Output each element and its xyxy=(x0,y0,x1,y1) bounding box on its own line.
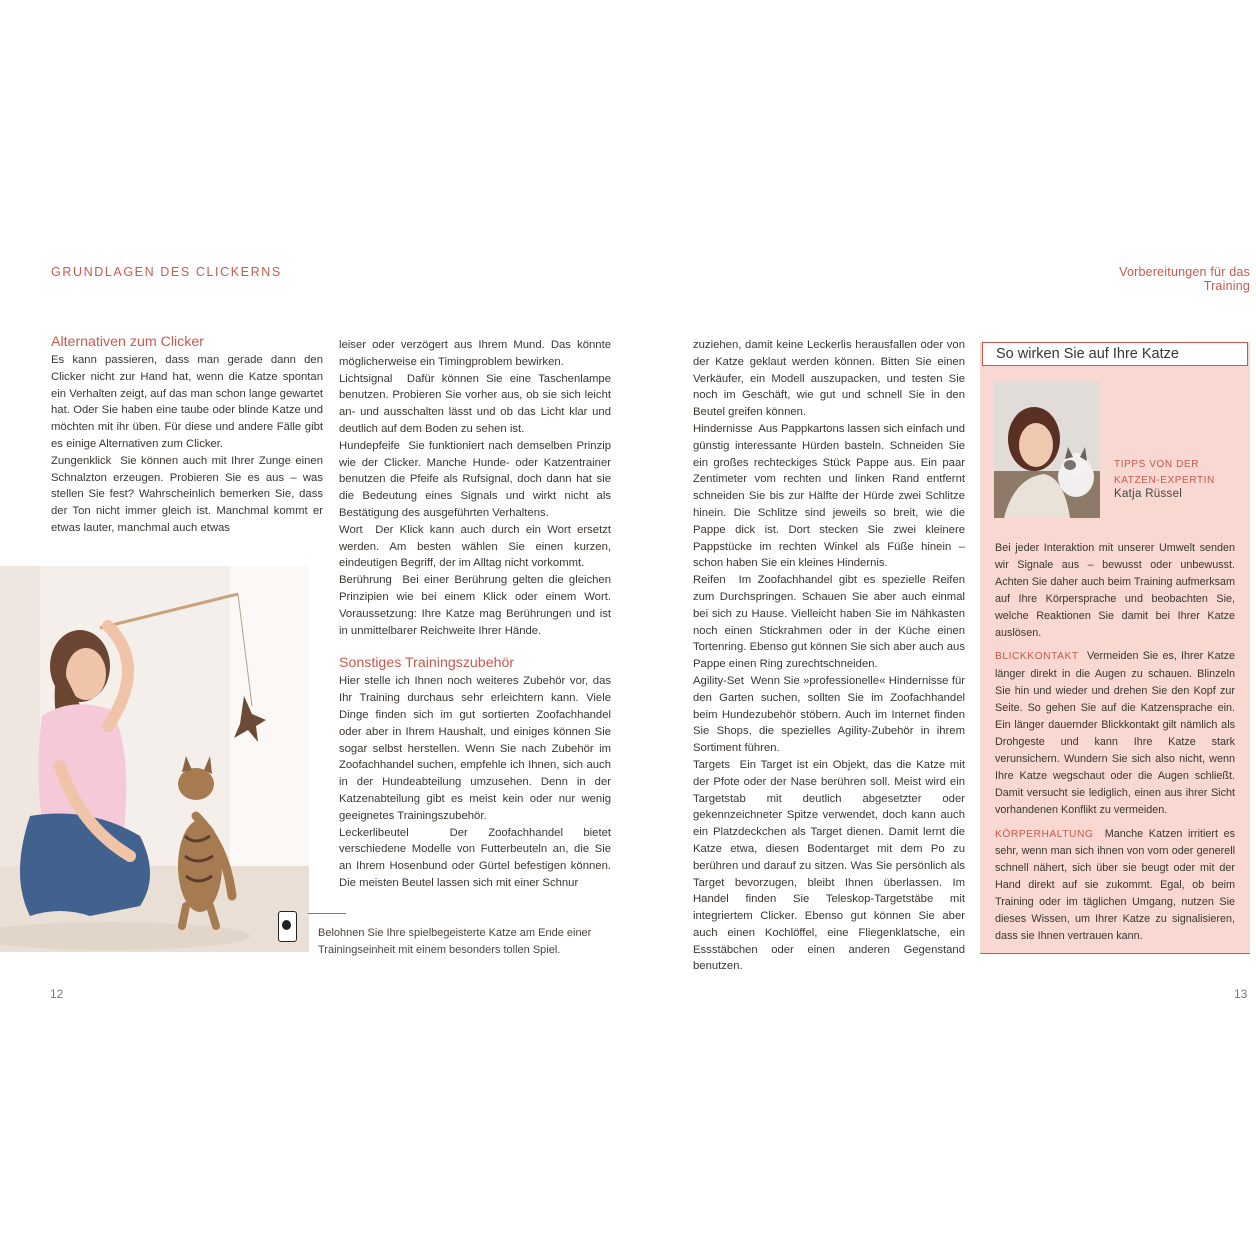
paragraph: Reifen Im Zoofachhandel gibt es spezielle Reifen zum Durchspringen. Schauen Sie aber auch einmal bei sich zu Hause. Vielleicht haben Sie im Nähkasten noch einen Stickrahmen oder in der Küche einen Tortenring. Ebenso gut können Sie sich aber auch aus Pappe einen Ring zurechtschneiden. xyxy=(693,574,966,671)
paragraph: Bei jeder Interaktion mit unserer Umwelt senden wir Signale aus – bewusst oder unbewusst. Achten Sie daher auch beim Training aufmerksam auf Ihre Körpersprache und beobachten Sie, welche Reaktionen Sie damit bei Ihrer Katze auslösen. xyxy=(995,542,1235,639)
column-3 xyxy=(693,337,965,975)
running-head-right: Vorbereitungen für das Training xyxy=(1119,265,1250,293)
paragraph: Zungenklick Sie können auch mit Ihrer Zunge einen Schnalzton erzeugen. Probieren Sie es aus – was stellen Sie fest? Wahrscheinlich bemerken Sie, dass der Ton nicht immer gleich ist. Manchmal kommt er etwas lauter, manchmal auch etwas xyxy=(51,454,323,534)
term-zungenklick: Zungenklick xyxy=(51,454,112,467)
paragraph: Hier stelle ich Ihnen noch weiteres Zubehör vor, das Ihr Training durchaus sehr erleichtern kann. Viele Dinge finden sich im gut sortierten Zoofachhandel oder aber in Ihrem Haushalt, und einiges können Sie sogar selbst herstellen. Wenn Sie nach Zubehör im Zoofachhandel suchen, empfehle ich Ihnen, sich auch in der Hundeabteilung umzusehen. Denn in der Katzenabteilung gibt es meist kein oder nur wenig geeignetes Trainingszubehör. xyxy=(339,675,611,822)
paragraph: zuziehen, damit keine Leckerlis herausfallen oder von der Katze geklaut werden können. Bitten Sie einen Verkäufer, ein Modell auszupacken, und testen Sie noch im Geschäft, wie gut und schnell Sie in den Beutel greifen können. xyxy=(693,339,965,419)
column-2 xyxy=(339,337,611,892)
page-number-right: 13 xyxy=(1234,987,1248,1001)
paragraph: KÖRPERHALTUNG Manche Katzen irritiert es sehr, wenn man sich ihnen von vorn oder generell schnell nähert, sich über sie beugt oder mit der Hand direkt auf sie zukommt. Egal, ob beim Training oder im täglichen Umgang, nutzen Sie dieses Wissen, um Ihrer Katze zu signalisieren, dass sie Ihnen vertrauen kann. xyxy=(995,827,1236,942)
term-agility-set: Agility-Set xyxy=(693,674,744,687)
photo-girl-with-cat xyxy=(0,566,309,952)
caption-rule xyxy=(308,913,346,914)
paragraph: BLICKKONTAKT Vermeiden Sie es, Ihrer Katze länger direkt in die Augen zu schauen. Blinzeln Sie hin und wieder und drehen Sie den Kopf zur Seite. So gehen Sie auf die Katzensprache ein. Ein länger dauernder Blickkontakt gilt nämlich als Drohgeste und kann Ihre Katze stark verunsichern. Wundern Sie sich also nicht, wenn Ihre Katze wegschaut oder die Augen schließt. Damit versucht sie lediglich, einen aus ihrer Sicht vorhandenen Konflikt zu vermeiden. xyxy=(995,650,1235,816)
photo-caption: Belohnen Sie Ihre spielbegeisterte Katze am Ende einer Trainingseinheit mit einem besonders tollen Spiel. xyxy=(318,927,592,956)
paragraph: Hundepfeife Sie funktioniert nach demselben Prinzip wie der Clicker. Manche Hunde- oder Katzentrainer benutzen die Pfeife als Rufsignal, doch dann hat sie die Bedeutung eines Signals und wirkt nicht als Bestätigung des ausgeführten Verhaltens. xyxy=(339,439,612,519)
expert-name: Katja Rüssel xyxy=(1114,488,1183,500)
term-beruehrung: Berührung xyxy=(339,574,392,587)
paragraph: Wort Der Klick kann auch durch ein Wort ersetzt werden. Am besten wählen Sie einen kurzen, eindeutigen Begriff, der im Alltag nicht vorkommt. xyxy=(339,523,611,570)
paragraph: Agility-Set Wenn Sie »professionelle« Hindernisse für den Garten suchen, sollten Sie im Zoofachhandel beim Hundezubehör stöbern. Auch im Internet finden Sie Shops, die spezielles Agility-Zubehör in ihrem Sortiment führen. xyxy=(693,674,966,755)
running-head-left: GRUNDLAGEN DES CLICKERNS xyxy=(51,265,282,279)
tip-box-title: So wirken Sie auf Ihre Katze xyxy=(982,342,1248,366)
term-koerperhaltung: KÖRPERHALTUNG xyxy=(995,828,1094,840)
paragraph: Hindernisse Aus Pappkartons lassen sich einfach und günstig interessante Hürden basteln. Schneiden Sie ein großes rechteckiges Stück Pappe aus. Ein paar Zentimeter vom rechten und linken Rand entfernt schneiden Sie bis zur Hälfte der Hürde zwei Schlitze hinein. Die Schlitze sind jeweils so breit, wie die Pappe dick ist. Dort stecken Sie zwei kleinere Pappstücke im rechten Winkel als Füße hinein – schon haben Sie ein kleines Hindernis. xyxy=(693,422,965,570)
term-lichtsignal: Lichtsignal xyxy=(339,372,393,385)
section-heading-zubehoer: Sonstiges Trainingszubehör xyxy=(339,655,515,672)
term-wort: Wort xyxy=(339,523,363,536)
term-blickkontakt: BLICKKONTAKT xyxy=(995,651,1079,663)
paragraph: Lichtsignal Dafür können Sie eine Taschenlampe benutzen. Probieren Sie vorher aus, ob sie sich leicht an- und ausschalten lässt und ob das Licht klar und deutlich auf dem Boden zu sehen ist. xyxy=(339,372,611,435)
paragraph: leiser oder verzögert aus Ihrem Mund. Das könnte möglicherweise ein Timingproblem bewirken. xyxy=(339,339,611,368)
page-number-left: 12 xyxy=(50,987,64,1001)
term-hindernisse: Hindernisse xyxy=(693,422,753,435)
term-leckerlibeutel: Leckerlibeutel xyxy=(339,826,409,839)
section-heading-alternativen: Alternativen zum Clicker xyxy=(51,334,204,350)
paragraph: Targets Ein Target ist ein Objekt, das die Katze mit der Pfote oder der Nase berühren soll. Meist wird ein Targetstab mit deutlich abgesetzter oder gekennzeichneter Spitze verwendet, doch kann auch ein Platzdeckchen als Target dienen. Damit lernt die Katze etwa, diesen Bodentarget mit dem Po zu berühren und darauf zu sitzen. Was Sie persönlich als Target bevorzugen, bleibt Ihnen überlassen. Im Handel finden Sie Teleskop-Targetstäbe mit integriertem Clicker. Ebenso gut können Sie aber auch einen Kochlöffel, eine Fliegenklatsche, ein Essstäbchen oder einen anderen Gegenstand benutzen. xyxy=(693,758,965,973)
term-reifen: Reifen xyxy=(693,574,726,587)
paragraph: Es kann passieren, dass man gerade dann den Clicker nicht zur Hand hat, wenn die Katze spontan ein Verhalten zeigt, auf das man schon lange gewartet hat. Oder Sie haben eine taube oder blinde Katze und möchten mit ihr üben. Für diese und andere Fälle gibt es einige Alternativen zum Clicker. xyxy=(51,354,323,450)
expert-label: TIPPS VON DER KATZEN-EXPERTIN xyxy=(1114,459,1215,486)
term-hundepfeife: Hundepfeife xyxy=(339,439,400,452)
paragraph: Berührung Bei einer Berührung gelten die gleichen Prinzipien wie bei einem Klick oder einem Wort. Voraussetzung: Ihre Katze mag Berührungen und ist in unmittelbarer Reichweite Ihrer Hände. xyxy=(339,574,612,637)
paragraph: Leckerlibeutel Der Zoofachhandel bietet verschiedene Modelle von Futterbeuteln an, die Sie an Ihrem Hosenbund oder Gürtel befestigen können. Die meisten Beutel lassen sich mit einer Schnur xyxy=(339,826,612,889)
column-1 xyxy=(51,333,323,537)
expert-portrait xyxy=(994,381,1100,518)
tip-box-text xyxy=(995,540,1235,952)
term-targets: Targets xyxy=(693,758,731,771)
phone-scan-icon[interactable] xyxy=(278,911,297,942)
